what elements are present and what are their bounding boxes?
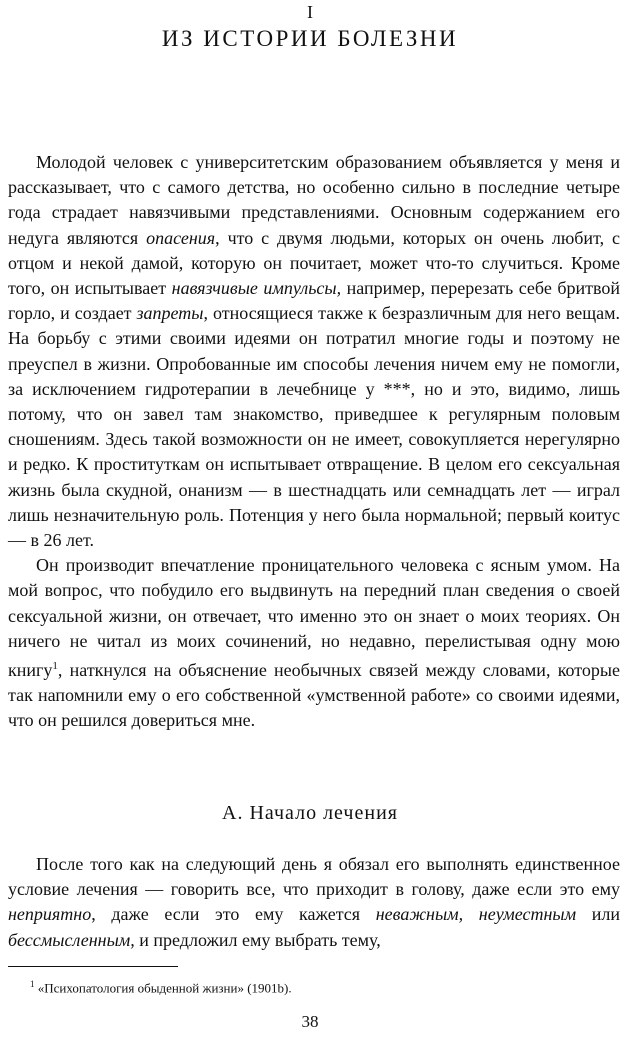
text-run: Он производит впечатление проницательного человека с ясным умом. На мой вопрос, что побудило его выдвинуть на передний план сведения о своей сексуальной жизни, он отвечает, что именно это он знает о моих теориях. Он ничего не читал из моих сочинений, но недавно, перелистывая одну мою книгу bbox=[8, 555, 620, 681]
text-run: , что с двумя людьми, которых он очень любит, с отцом и некой дамой, которую он почитает, может что-то случиться. Кроме того, он испытывает bbox=[8, 227, 620, 299]
italic-text: бессмысленным, bbox=[8, 929, 135, 950]
page-number: 38 bbox=[301, 1012, 319, 1031]
text-run: Молодой человек с университетским образованием объявляется у меня и рассказывает, что с самого детства, но особенно сильно в последние четыре года страдает навязчивыми представлениями. Основным содержанием его недуга являются bbox=[8, 152, 620, 248]
text-run: , относящиеся также к безразличным для него вещам. На борьбу с этими своими идеями он потратил многие годы и поэтому не преуспел в жизни. Опробованные им способы лечения ничем ему не помогли, за исключением гидротерапии в лечебнице у ***, но и это, видимо, лишь потому, что он завел там знакомство, приведшее к регулярным половым сношениям. Здесь такой возможности он не имеет, совокупляется нерегулярно и редко. К проституткам он испытывает отвращение. В целом его сексуальная жизнь была скудной, онанизм — в шестнадцать или семнадцать лет — играл лишь незначительную роль. Потенция у него была нормальной; первый коитус — в 26 лет. bbox=[8, 303, 620, 551]
paragraph-3 bbox=[8, 852, 620, 953]
footnote-divider bbox=[8, 966, 178, 967]
section-heading: А. Начало лечения bbox=[222, 802, 398, 824]
italic-text: опасения bbox=[146, 227, 216, 248]
text-run: После того как на следующий день я обязал его выполнять единственное условие лечения — говорить все, что приходит в голову, даже если это ему bbox=[8, 854, 620, 900]
paragraph-2 bbox=[8, 553, 620, 733]
chapter-title: ИЗ ИСТОРИИ БОЛЕЗНИ bbox=[161, 26, 459, 51]
chapter-number: I bbox=[307, 2, 313, 22]
text-run: , даже если это ему кажется bbox=[91, 904, 376, 925]
text-run: и предложил ему выбрать тему, bbox=[134, 929, 381, 950]
footnote-text: «Психопатология обыденной жизни» (1901b). bbox=[37, 980, 292, 996]
text-run: или bbox=[576, 904, 620, 925]
paragraph-1 bbox=[8, 150, 620, 553]
body-text-top bbox=[8, 150, 620, 734]
footnote bbox=[30, 976, 292, 996]
footnote-ref: 1 bbox=[52, 660, 58, 673]
text-run: например, перерезать себе бритвой горло, и создает bbox=[8, 278, 620, 324]
italic-text: неважным, неуместным bbox=[375, 904, 577, 925]
text-run: , наткнулся на объяснение необычных связей между словами, которые так напомнили ему о его собственной «умственной работе» со своими идеями, что он решился довериться мне. bbox=[8, 660, 620, 731]
italic-text: запреты bbox=[136, 303, 204, 324]
italic-text: неприятно bbox=[8, 904, 92, 925]
body-text-bottom bbox=[8, 852, 620, 953]
footnote-mark: 1 bbox=[30, 979, 35, 989]
italic-text: навязчивые импульсы, bbox=[171, 278, 342, 299]
